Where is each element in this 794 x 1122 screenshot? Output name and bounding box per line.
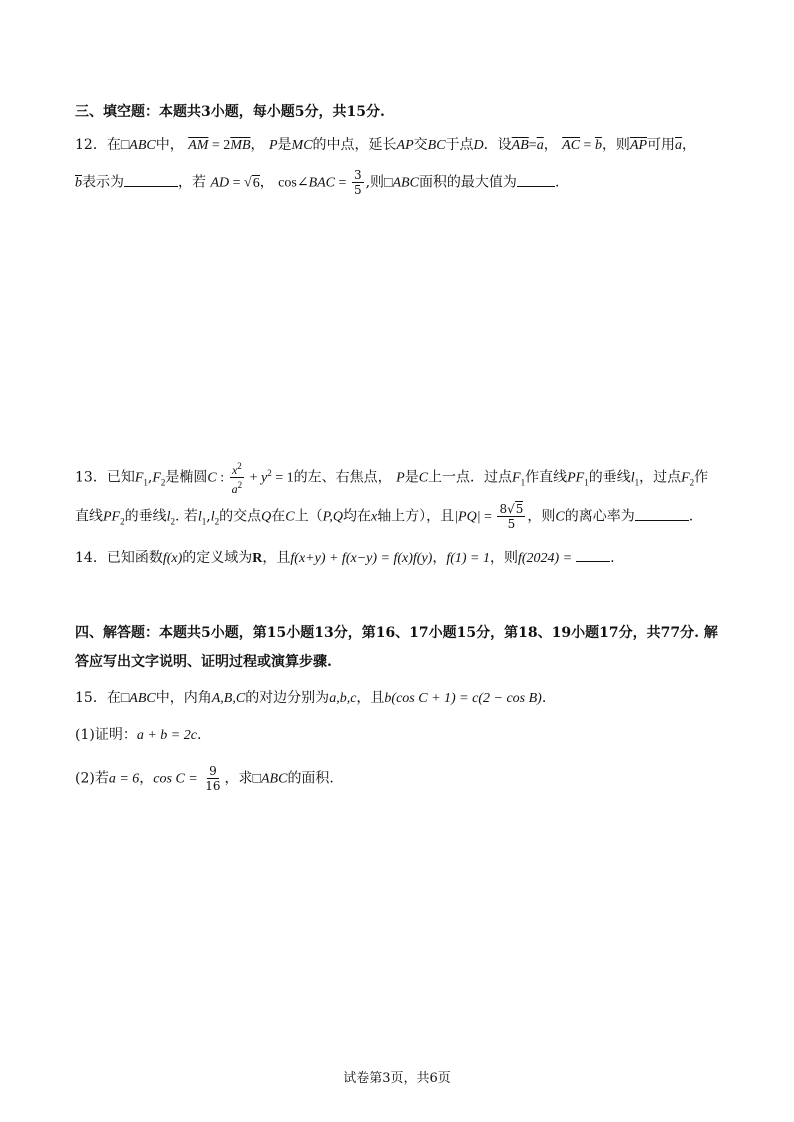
- denominator: 5: [353, 183, 362, 197]
- section-4-heading-text: 四、解答题：本题共5小题，第15小题13分，第16、17小题15分，第18、19小题17分，共77分. 解: [75, 625, 718, 641]
- text: 的面积.: [287, 770, 334, 787]
- subscript: 2: [214, 516, 220, 527]
- triangle-symbol: □ABC: [120, 138, 156, 153]
- line-l1: l: [197, 509, 202, 525]
- text: 在: [271, 508, 286, 525]
- answer-blank[interactable]: [517, 172, 555, 187]
- text: 上一点．过点: [428, 469, 513, 486]
- text: ，且: [262, 550, 291, 566]
- question-13-line-2: [75, 502, 693, 531]
- subscript: 2: [120, 516, 125, 527]
- text: =: [335, 175, 350, 191]
- x-axis: x: [370, 509, 378, 525]
- question-number: 15．: [75, 690, 107, 706]
- text: =: [580, 138, 595, 153]
- text: 中，内角: [155, 690, 212, 706]
- ellipse-c: C: [418, 470, 429, 486]
- text: 轴上方），且: [377, 508, 455, 525]
- vector-a: $\overline{a}$: [536, 138, 544, 153]
- text: 已知函数: [106, 550, 163, 566]
- text: 是: [277, 137, 292, 153]
- point-d: D: [473, 138, 484, 153]
- ellipse-c: C: [555, 509, 565, 525]
- text: 已知: [106, 469, 135, 486]
- text: 直线: [75, 508, 103, 525]
- subscript: 2: [689, 477, 695, 488]
- subscript: 2: [160, 477, 166, 488]
- denominator: a: [231, 482, 238, 496]
- numerator: 8: [499, 502, 508, 516]
- text: =: [480, 509, 496, 525]
- numerator: 9: [209, 764, 217, 778]
- line-l2: l: [166, 509, 171, 525]
- question-number: 13．: [75, 469, 107, 486]
- page-footer: [0, 1067, 794, 1086]
- text: ，: [250, 137, 265, 153]
- superscript: 2: [237, 461, 242, 471]
- real-numbers: R: [252, 551, 263, 566]
- line-l2: l: [210, 509, 215, 525]
- triangle-symbol: □ABC: [384, 175, 419, 191]
- text: 均在: [342, 508, 371, 525]
- text: ，: [139, 770, 154, 787]
- question-number: 14．: [75, 550, 107, 566]
- ellipse-c: C: [207, 470, 217, 486]
- function-f: f: [162, 551, 167, 566]
- prove-equation: a + b = 2c: [136, 728, 197, 743]
- given-a: a = 6: [108, 771, 140, 787]
- segment-ad: AD: [210, 175, 230, 191]
- text: 作直线: [525, 469, 568, 486]
- text: 于点: [445, 137, 474, 153]
- text: 作: [694, 469, 709, 486]
- line-pf1: PF: [567, 470, 585, 486]
- functional-equation: f(x+y) + f(x−y) = f(x)f(y): [290, 551, 433, 566]
- text: 的中点，延长: [312, 137, 397, 153]
- text: 的垂线: [588, 469, 631, 486]
- vector-b: $\overline{b}$: [75, 175, 82, 191]
- focus-f1: F: [512, 470, 521, 486]
- text: 的定义域为: [182, 550, 253, 566]
- text: 在: [106, 137, 121, 153]
- text: ，求: [224, 770, 253, 787]
- text: ，若: [178, 174, 206, 191]
- segment-ap: AP: [396, 138, 414, 153]
- f-of-one: f(1) = 1: [446, 551, 490, 566]
- text: =: [229, 175, 245, 191]
- section-3-heading: [75, 102, 385, 122]
- text: .: [688, 508, 694, 525]
- vector-a: $\overline{a}$: [675, 138, 683, 153]
- text: ，: [432, 550, 447, 566]
- triangle-symbol: □ABC: [252, 771, 288, 787]
- text: 的离心率为: [564, 508, 635, 525]
- question-number: 12．: [75, 137, 107, 153]
- text: 是: [404, 469, 419, 486]
- text: ，: [682, 137, 697, 153]
- question-12-line-1: [75, 135, 696, 156]
- text: ,则: [365, 174, 385, 191]
- page-number-text: 试卷第3页，共6页: [343, 1071, 451, 1086]
- segment-mc: MC: [291, 138, 313, 153]
- answer-blank[interactable]: [124, 172, 178, 187]
- text: 交: [413, 137, 428, 153]
- sqrt-five: 5: [515, 502, 524, 516]
- question-13-line-1: [75, 459, 708, 496]
- text: .: [196, 727, 202, 743]
- part-label: (2)若: [75, 770, 109, 787]
- text: ．设: [483, 137, 512, 153]
- text: = 2: [208, 138, 231, 153]
- function-arg: (x): [166, 551, 183, 566]
- text: .: [554, 174, 560, 191]
- text: :: [216, 470, 228, 486]
- text: .: [541, 690, 547, 706]
- angles-abc: A,B,C: [211, 691, 246, 706]
- text: 在: [106, 690, 121, 706]
- text: 的交点: [219, 508, 262, 525]
- subscript: 1: [201, 516, 207, 527]
- point-q: Q: [261, 509, 272, 525]
- text: ,: [147, 469, 153, 486]
- triangle-symbol: □ABC: [120, 691, 156, 706]
- text: 的左、右焦点，: [293, 469, 392, 486]
- answer-blank[interactable]: [576, 547, 610, 562]
- text: 表示为: [82, 174, 124, 191]
- question-12-line-2: $\overline{b}$表示为 ，若 AD = √6， cos∠BAC = $\frac{3}{5}$ ,则□ABC面积的最大值为 .: [75, 168, 560, 197]
- text: 是椭圆: [165, 469, 208, 486]
- text: ，则: [601, 137, 630, 153]
- text: ，过点: [639, 469, 682, 486]
- vector-ap: $\overline{AP}$: [629, 138, 648, 153]
- segment-bc: BC: [427, 138, 446, 153]
- question-14: [75, 547, 615, 569]
- subscript: 1: [143, 477, 148, 488]
- text: 的对边分别为: [245, 690, 330, 706]
- denominator: 16: [205, 779, 221, 793]
- text: +: [246, 470, 262, 486]
- f-of-2024: f(2024) =: [518, 551, 573, 566]
- text: = 1: [271, 470, 294, 486]
- text: 上（: [294, 508, 323, 525]
- vector-am: $\overline{AM}$: [188, 138, 209, 153]
- denominator: 5: [507, 517, 516, 531]
- point-p: P: [396, 470, 405, 486]
- point-p: P: [268, 138, 278, 153]
- section-4-heading-line-1: [75, 623, 718, 643]
- line-pf2: PF: [103, 509, 121, 525]
- answer-blank[interactable]: [635, 506, 689, 521]
- numerator: x: [231, 463, 238, 477]
- text: ，且: [356, 690, 385, 706]
- question-15: [75, 688, 546, 709]
- cos-c: cos C =: [153, 771, 202, 787]
- section-4-heading-line-2: [75, 652, 332, 672]
- subscript: 1: [634, 477, 640, 488]
- cos-angle: cos∠: [278, 175, 309, 191]
- subscript: 1: [520, 477, 526, 488]
- text: 可用: [647, 137, 676, 153]
- fraction-x2-a2: [230, 459, 245, 496]
- segment-pq: |PQ|: [454, 509, 481, 525]
- sides-abc: a,b,c: [329, 691, 357, 706]
- section-3-heading-text: 三、填空题：本题共3小题，每小题5分，共15分.: [75, 104, 385, 120]
- section-4-heading-text: 答应写出文字说明、证明过程或演算步骤.: [75, 654, 332, 670]
- superscript: 2: [237, 480, 243, 490]
- subscript: 1: [584, 477, 589, 488]
- numerator: 3: [353, 168, 362, 182]
- fraction-nine-sixteenths: [203, 764, 222, 793]
- question-15-part-1: [75, 725, 201, 746]
- part-label: (1)证明：: [75, 727, 137, 743]
- vector-mb: $\overline{MB}$: [230, 138, 251, 153]
- subscript: 2: [170, 516, 175, 527]
- focus-f2: F: [681, 470, 690, 486]
- text: ，则: [527, 508, 556, 525]
- points-pq: P,Q: [322, 509, 343, 525]
- given-equation: b(cos C + 1) = c(2 − cos B): [384, 691, 542, 706]
- vector-ab: $\overline{AB}$: [511, 138, 529, 153]
- text: 中，: [155, 137, 184, 153]
- angle-bac: BAC: [308, 175, 336, 191]
- fraction-three-fifths: [352, 168, 364, 197]
- vector-b: $\overline{b}$: [594, 138, 602, 153]
- focus-f2: F: [152, 470, 161, 486]
- ellipse-c: C: [285, 509, 295, 525]
- focus-f1: F: [134, 470, 144, 486]
- text: ，: [259, 174, 274, 191]
- superscript: 2: [267, 467, 272, 478]
- text: . 若: [175, 508, 198, 525]
- fraction-8sqrt5-over-5: $\frac{8√5}{5}$: [499, 502, 524, 531]
- text: 面积的最大值为: [418, 174, 517, 191]
- text: 的垂线: [124, 508, 167, 525]
- text: =: [528, 138, 537, 153]
- sqrt-six: 6: [252, 175, 260, 191]
- text: .: [610, 550, 615, 566]
- text: ，: [543, 137, 558, 153]
- line-l1: l: [630, 470, 635, 486]
- text: ,: [206, 508, 211, 525]
- var-y: y: [261, 470, 268, 486]
- vector-ac: $\overline{AC}$: [562, 138, 581, 153]
- question-15-part-2: [75, 764, 334, 793]
- text: ，则: [490, 550, 518, 566]
